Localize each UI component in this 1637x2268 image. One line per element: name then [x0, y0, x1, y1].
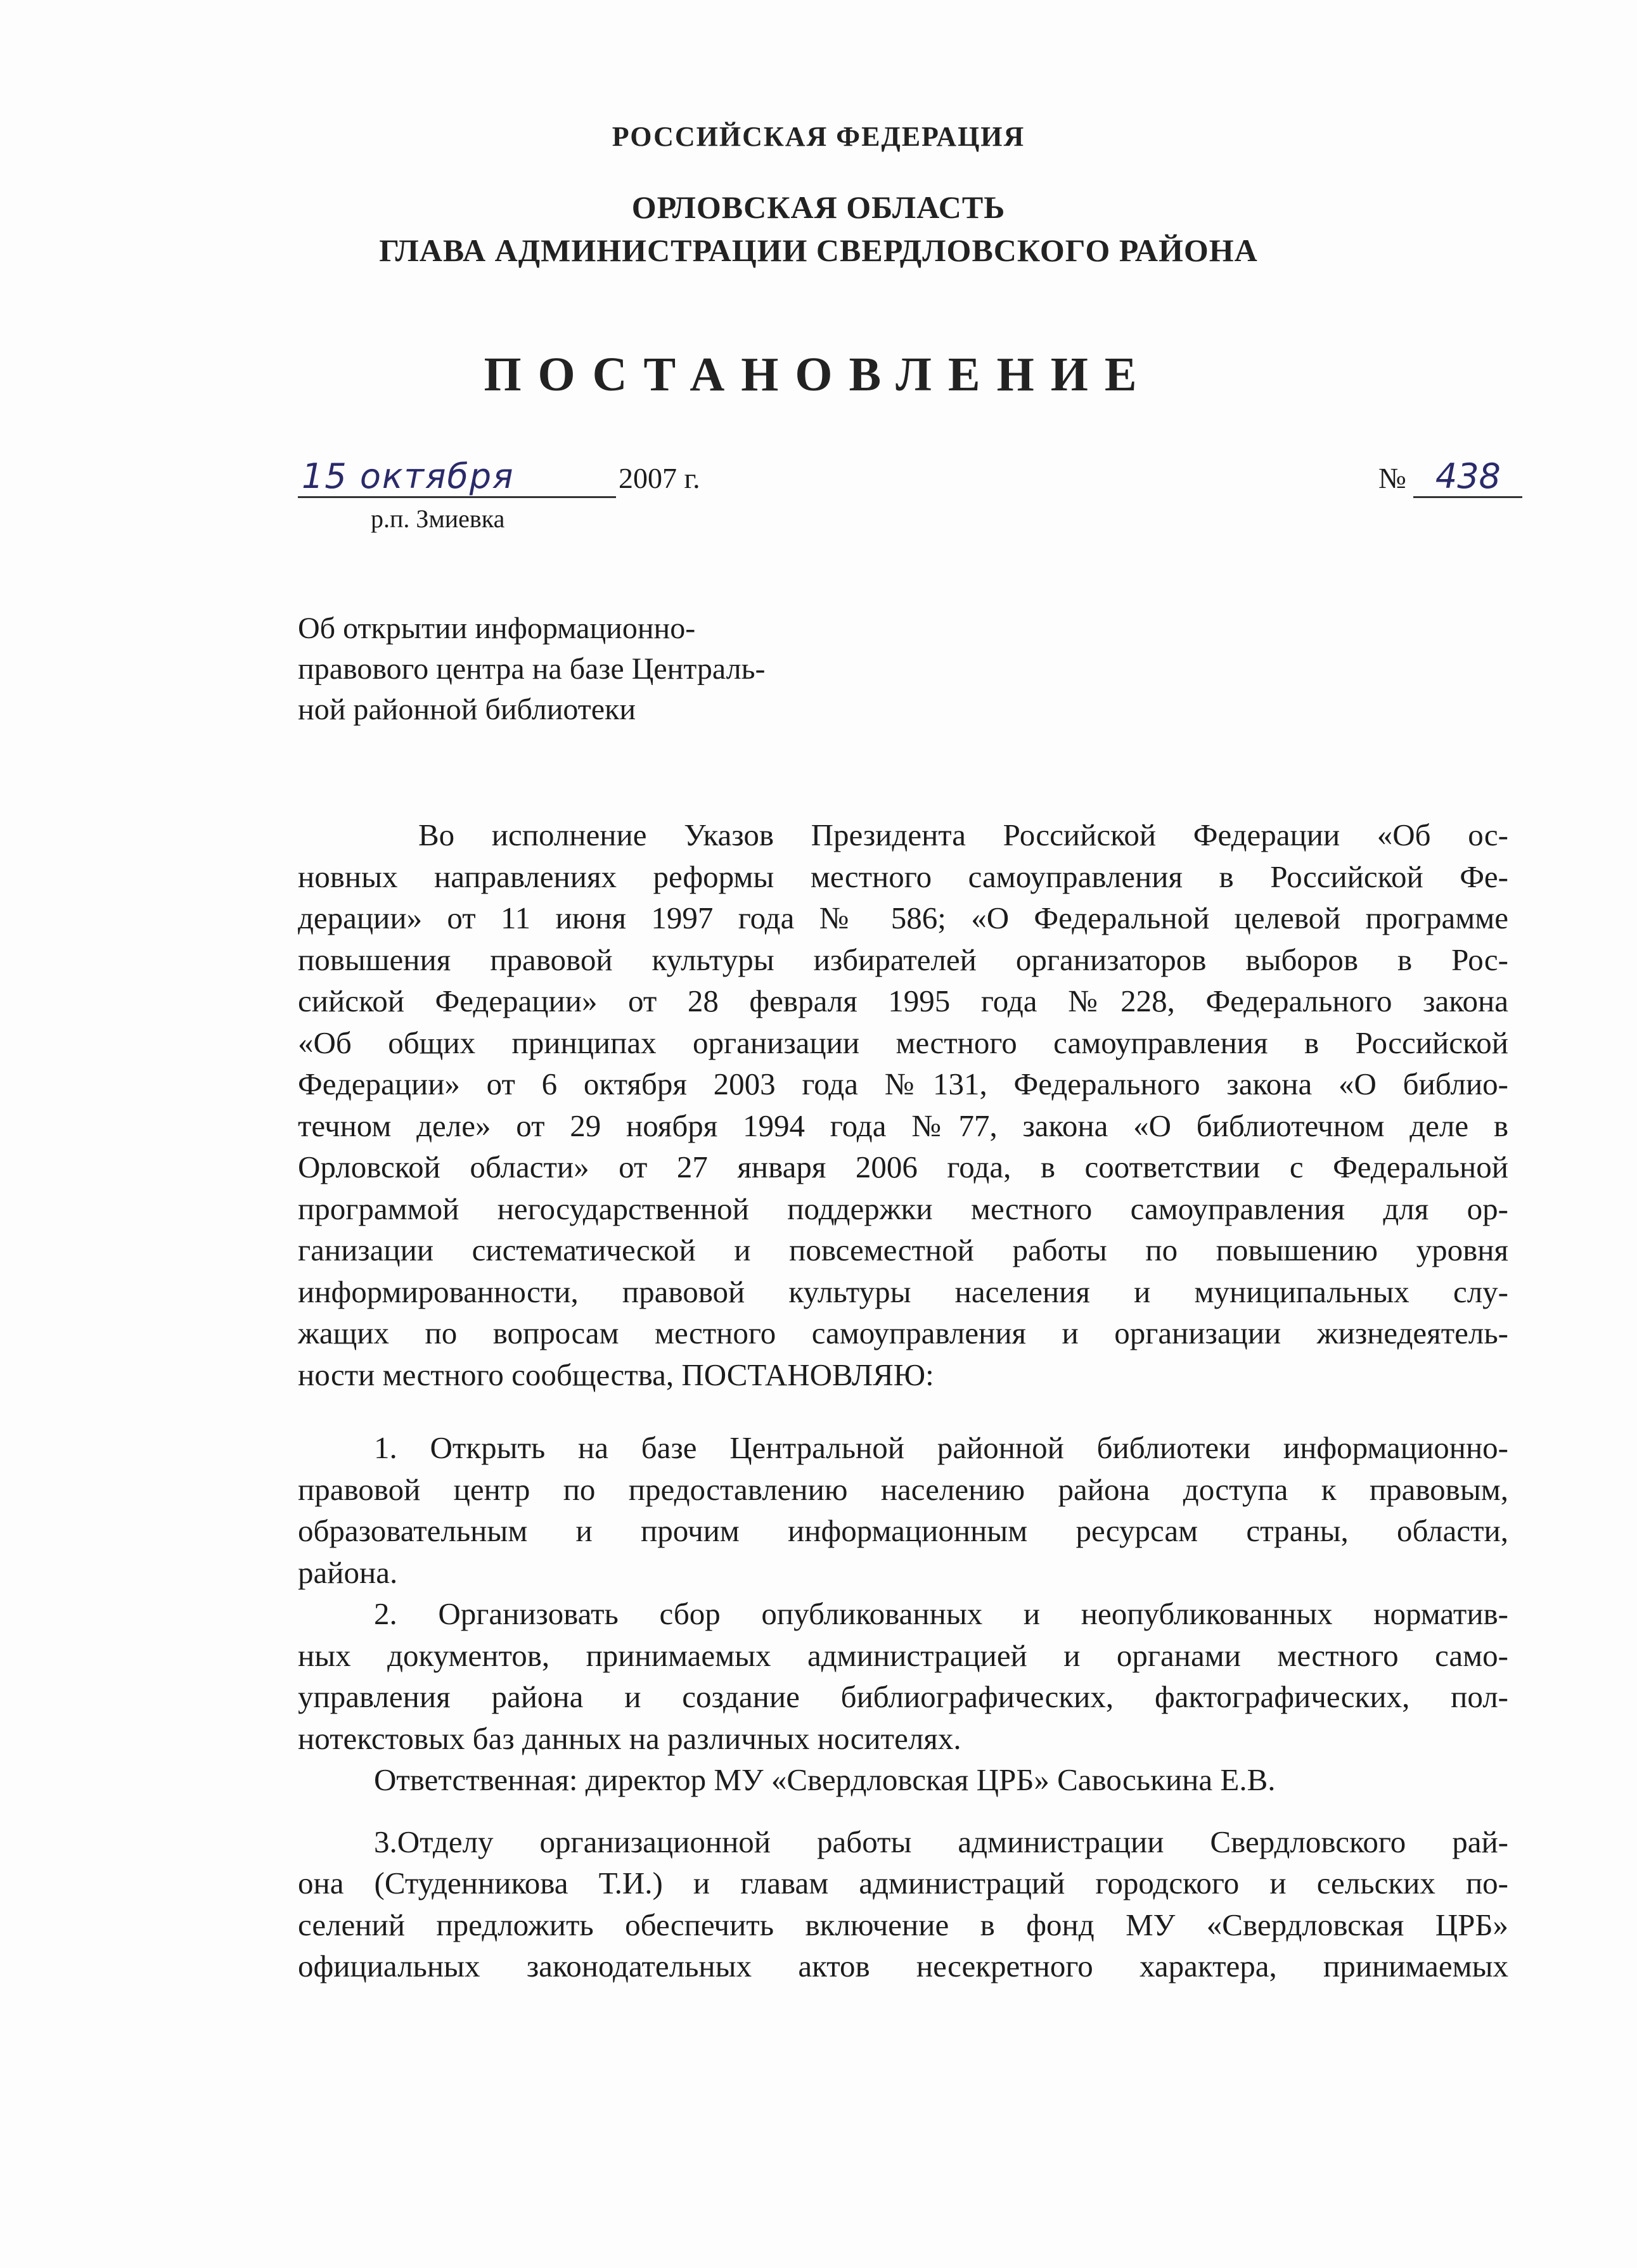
- handwritten-date: 15 октября: [298, 456, 616, 498]
- item-3-line: она (Студенникова Т.И.) и главам администраций городского и сельских по-: [298, 1866, 1508, 1900]
- preamble-line: течном деле» от 29 ноября 1994 года №77, закона «О библиотечном деле в: [298, 1108, 1508, 1143]
- number-line: [1378, 456, 1522, 498]
- country-heading: РОССИЙСКАЯ ФЕДЕРАЦИЯ: [612, 121, 1025, 152]
- item-2-line: ных документов, принимаемых администрацией и органами местного само-: [298, 1637, 1508, 1673]
- item-1-line: образовательным и прочим информационным ресурсам страны, области,: [298, 1513, 1508, 1548]
- document-body: [298, 814, 1508, 1987]
- preamble-line: жащих по вопросам местного самоуправления и организации жизнедеятель-: [298, 1316, 1508, 1350]
- item-3-line: официальных законодательных актов несекретного характера, принимаемых: [298, 1949, 1508, 1983]
- item-3-line: селений предложить обеспечить включение в фонд МУ «Свердловская ЦРБ»: [298, 1907, 1508, 1942]
- document-subject: [298, 608, 932, 730]
- preamble-line: сийской Федерации» от 28 февраля 1995 года №228, Федерального закона: [298, 983, 1508, 1018]
- preamble-line: ности местного сообщества, ПОСТАНОВЛЯЮ:: [298, 1357, 934, 1392]
- preamble-line: Орловской области» от 27 января 2006 года, в соответствии с Федеральной: [298, 1150, 1508, 1184]
- region-heading: ОРЛОВСКАЯ ОБЛАСТЬ: [631, 189, 1006, 225]
- subject-line: Об открытии информационно-: [298, 612, 696, 645]
- preamble-line: «Об общих принципах организации местного самоуправления в Российской: [298, 1025, 1508, 1060]
- subject-line: правового центра на базе Централь-: [298, 652, 766, 686]
- document-place: р.п. Змиевка: [371, 504, 505, 533]
- subject-line: ной районной библиотеки: [298, 693, 636, 726]
- item-2-line: 2. Организовать сбор опубликованных и неопубликованных норматив-: [374, 1596, 1508, 1631]
- item-1-line: 1. Открыть на базе Центральной районной библиотеки информационно-: [374, 1430, 1508, 1465]
- document-year: 2007 г.: [619, 462, 700, 494]
- preamble-line: Федерации» от 6 октября 2003 года №131, Федерального закона «О библио-: [298, 1067, 1508, 1101]
- administration-heading: ГЛАВА АДМИНИСТРАЦИИ СВЕРДЛОВСКОГО РАЙОНА: [379, 233, 1258, 268]
- item-2-line: нотекстовых баз данных на различных носителях.: [298, 1720, 961, 1756]
- date-line: [298, 456, 700, 498]
- number-label: №: [1378, 462, 1406, 494]
- item-3-line: 3.Отделу организационной работы администрации Свердловского рай-: [374, 1824, 1508, 1859]
- document-title: ПОСТАНОВЛЕНИЕ: [484, 348, 1153, 401]
- responsible-person: Ответственная: директор МУ «Свердловская ЦРБ» Савоськина Е.В.: [374, 1762, 1276, 1797]
- item-1-line: района.: [298, 1554, 398, 1590]
- item-2-line: управления района и создание библиографических, фактографических, пол-: [298, 1679, 1508, 1714]
- preamble-line: программой негосударственной поддержки местного самоуправления для ор-: [298, 1191, 1508, 1226]
- preamble-line: ганизации систематической и повсеместной работы по повышению уровня: [298, 1233, 1508, 1267]
- item-1-line: правовой центр по предоставлению населению района доступа к правовым,: [298, 1471, 1508, 1507]
- preamble-line: повышения правовой культуры избирателей организаторов выборов в Рос-: [298, 942, 1508, 977]
- preamble-line: Во исполнение Указов Президента Российской Федерации «Об ос-: [418, 817, 1508, 852]
- preamble-line: информированности, правовой культуры населения и муниципальных слу-: [298, 1274, 1508, 1309]
- preamble-line: новных направлениях реформы местного самоуправления в Российской Фе-: [298, 859, 1508, 894]
- preamble-line: дерации» от 11 июня 1997 года № 586; «О Федеральной целевой программе: [298, 900, 1508, 935]
- handwritten-number: 438: [1413, 456, 1522, 498]
